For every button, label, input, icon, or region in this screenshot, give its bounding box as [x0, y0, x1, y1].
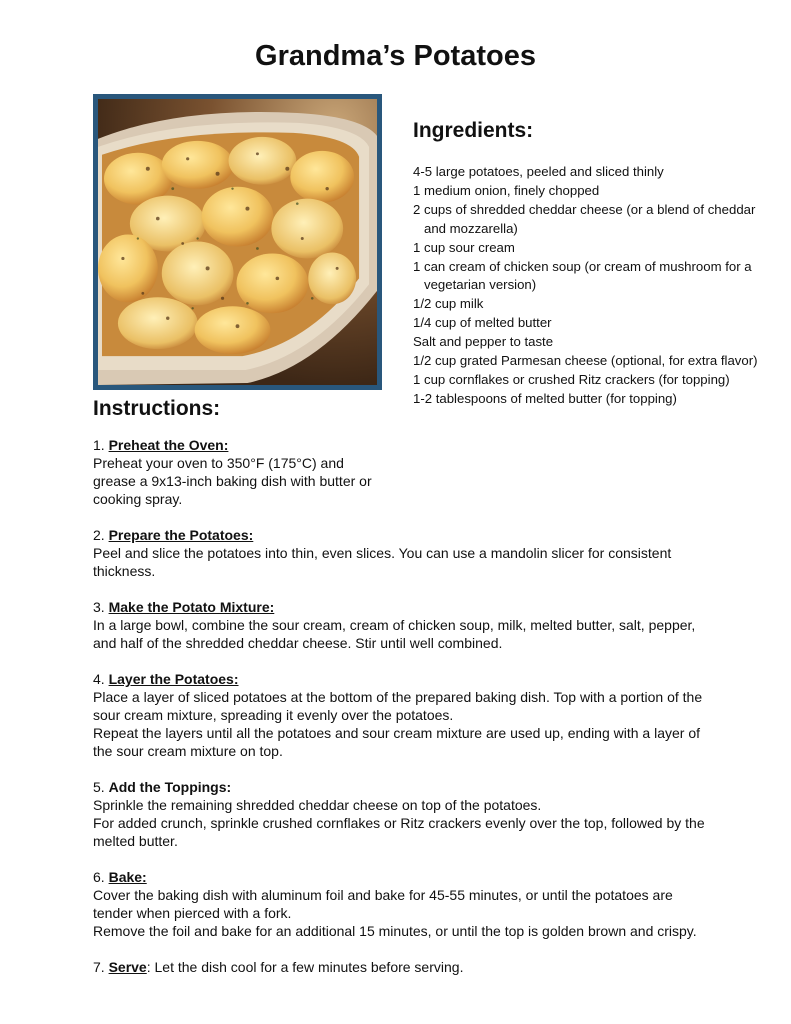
step-serve — [93, 958, 713, 976]
step-header — [93, 598, 713, 616]
ingredient-item: 1 cup sour cream — [413, 239, 515, 255]
potato-bake-photo — [93, 94, 382, 390]
ingredient-item: 1/2 cup grated Parmesan cheese (optional, for extra flavor) — [413, 353, 758, 369]
step-preheat — [93, 436, 388, 508]
step-layer — [93, 670, 713, 760]
ingredients-list — [413, 163, 758, 409]
step-name: Preheat the Oven: — [108, 437, 229, 453]
step-text: Peel and slice the potatoes into thin, even slices. You can use a mandolin slicer for consistent thickness. — [93, 545, 672, 579]
step-number: 6. — [93, 869, 105, 885]
ingredient-item: 1 cup cornflakes or crushed Ritz crackers (for topping) — [413, 371, 730, 387]
step-name: Make the Potato Mixture: — [108, 599, 275, 615]
step-bake — [93, 868, 713, 940]
step-number: 2. — [93, 527, 105, 543]
step-text: Remove the foil and bake for an additional 15 minutes, or until the top is golden brown and crispy. — [93, 923, 697, 939]
ingredient-item: 4-5 large potatoes, peeled and sliced thinly — [413, 164, 664, 179]
ingredients-heading: Ingredients: — [413, 119, 534, 142]
step-header — [93, 778, 713, 796]
ingredient-item: 1/4 cup of melted butter — [413, 315, 552, 331]
step-header — [93, 958, 713, 976]
ingredient-item: Salt and pepper to taste — [413, 334, 554, 350]
step-prepare — [93, 526, 713, 580]
step-number: 7. — [93, 959, 105, 975]
step-name: Serve — [108, 959, 147, 975]
step-text: Repeat the layers until all the potatoes and sour cream mixture are used up, ending with a layer of the sour cream mixture on top. — [93, 725, 701, 759]
step-number: 3. — [93, 599, 105, 615]
step-number: 1. — [93, 437, 105, 453]
ingredient-item: 1-2 tablespoons of melted butter (for topping) — [413, 390, 677, 406]
step-name: Layer the Potatoes: — [108, 671, 239, 687]
ingredient-item: 2 cups of shredded cheddar cheese (or a blend of cheddar and mozzarella) — [413, 201, 756, 236]
step-text: : Let the dish cool for a few minutes before serving. — [146, 959, 464, 975]
step-toppings — [93, 778, 713, 850]
potato-bake-image — [98, 99, 377, 385]
step-header — [93, 670, 713, 688]
step-text: For added crunch, sprinkle crushed cornflakes or Ritz crackers evenly over the top, followed by the melted butter. — [93, 815, 705, 849]
step-header — [93, 436, 388, 454]
ingredient-item: 1 medium onion, finely chopped — [413, 182, 600, 198]
step-name: Bake: — [108, 869, 147, 885]
step-header — [93, 526, 713, 544]
step-number: 5. — [93, 779, 105, 795]
instructions-heading: Instructions: — [93, 397, 221, 420]
step-number: 4. — [93, 671, 105, 687]
instructions-steps — [93, 436, 713, 994]
step-name: Add the Toppings: — [108, 779, 232, 795]
step-text: Sprinkle the remaining shredded cheddar cheese on top of the potatoes. — [93, 797, 542, 813]
ingredient-item: 1 can cream of chicken soup (or cream of mushroom for a vegetarian version) — [413, 258, 752, 293]
step-text: Cover the baking dish with aluminum foil and bake for 45-55 minutes, or until the potatoes are tender when pierced with a fork. — [93, 887, 673, 921]
step-text: In a large bowl, combine the sour cream, cream of chicken soup, milk, melted butter, salt, pepper, and half of the shredded cheddar cheese. Stir until well combined. — [93, 617, 696, 651]
step-header — [93, 868, 713, 886]
step-text: Place a layer of sliced potatoes at the bottom of the prepared baking dish. Top with a portion of the sour cream mixture, spreading it evenly over the potatoes. — [93, 689, 703, 723]
step-mixture — [93, 598, 713, 652]
step-text: Preheat your oven to 350°F (175°C) and grease a 9x13-inch baking dish with butter or cooking spray. — [93, 455, 372, 507]
ingredient-item: 1/2 cup milk — [413, 296, 484, 312]
page-title: Grandma’s Potatoes — [255, 40, 536, 72]
step-name: Prepare the Potatoes: — [108, 527, 254, 543]
